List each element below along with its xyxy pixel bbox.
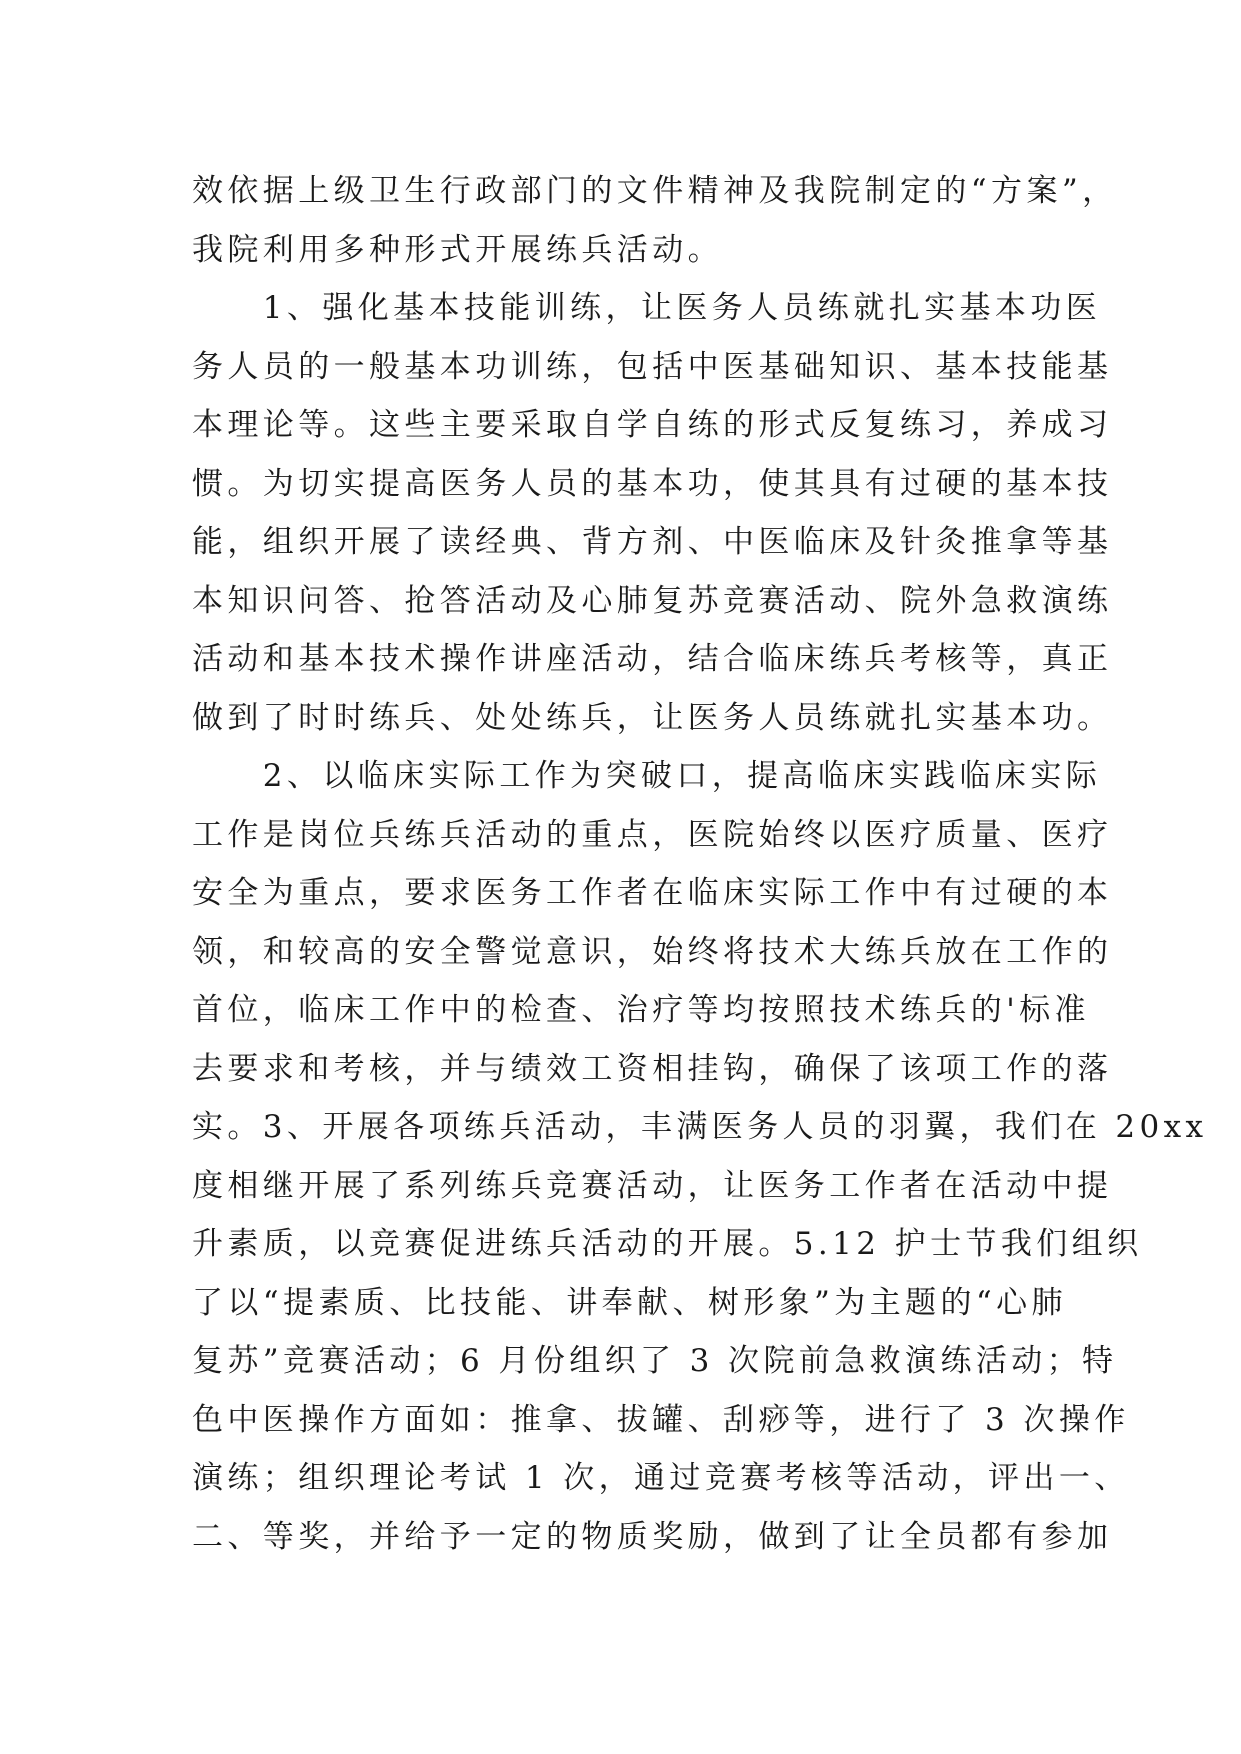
text-line: 务人员的一般基本功训练，包括中医基础知识、基本技能基 (192, 348, 1113, 385)
text-line: 本理论等。这些主要采取自学自练的形式反复练习，养成习 (192, 407, 1113, 443)
text-line: 二、等奖，并给予一定的物质奖励，做到了让全员都有参加 (192, 1518, 1113, 1555)
text-line: 首位，临床工作中的检查、治疗等均按照技术练兵的'标准 (192, 992, 1090, 1028)
text-line: 演练；组织理论考试 1 次，通过竞赛考核等活动，评出一、 (192, 1460, 1130, 1496)
text-line: 去要求和考核，并与绩效工资相挂钩，确保了该项工作的落 (192, 1050, 1113, 1087)
text-line: 升素质，以竞赛促进练兵活动的开展。5.12 护士节我们组织 (192, 1226, 1143, 1262)
text-line: 我院利用多种形式开展练兵活动。 (192, 231, 723, 268)
text-line: 了以“提素质、比技能、讲奉献、树形象”为主题的“心肺 (192, 1284, 1067, 1321)
text-line: 复苏”竞赛活动；6 月份组织了 3 次院前急救演练活动；特 (192, 1343, 1118, 1379)
text-line: 实。3、开展各项练兵活动，丰满医务人员的羽翼，我们在 20xx (192, 1109, 1208, 1145)
body-text (192, 162, 1208, 1566)
text-line: 度相继开展了系列练兵竞赛活动，让医务工作者在活动中提 (192, 1167, 1113, 1204)
text-line: 活动和基本技术操作讲座活动，结合临床练兵考核等，真正 (192, 641, 1113, 677)
text-line: 效依据上级卫生行政部门的文件精神及我院制定的“方案”， (192, 173, 1118, 209)
text-line: 能，组织开展了读经典、背方剂、中医临床及针灸推拿等基 (192, 524, 1113, 560)
text-line: 惯。为切实提高医务人员的基本功，使其具有过硬的基本技 (192, 465, 1113, 502)
text-line: 色中医操作方面如：推拿、拔罐、刮痧等，进行了 3 次操作 (192, 1401, 1130, 1438)
text-line: 领，和较高的安全警觉意识，始终将技术大练兵放在工作的 (192, 933, 1113, 970)
text-line: 安全为重点，要求医务工作者在临床实际工作中有过硬的本 (192, 875, 1113, 911)
text-line: 做到了时时练兵、处处练兵，让医务人员练就扎实基本功。 (192, 699, 1113, 736)
text-line: 工作是岗位兵练兵活动的重点，医院始终以医疗质量、医疗 (192, 816, 1113, 853)
text-line: 2、以临床实际工作为突破口，提高临床实践临床实际 (192, 758, 1102, 794)
text-line: 1、强化基本技能训练，让医务人员练就扎实基本功医 (192, 290, 1102, 326)
text-line: 本知识问答、抢答活动及心肺复苏竞赛活动、院外急救演练 (192, 582, 1113, 619)
